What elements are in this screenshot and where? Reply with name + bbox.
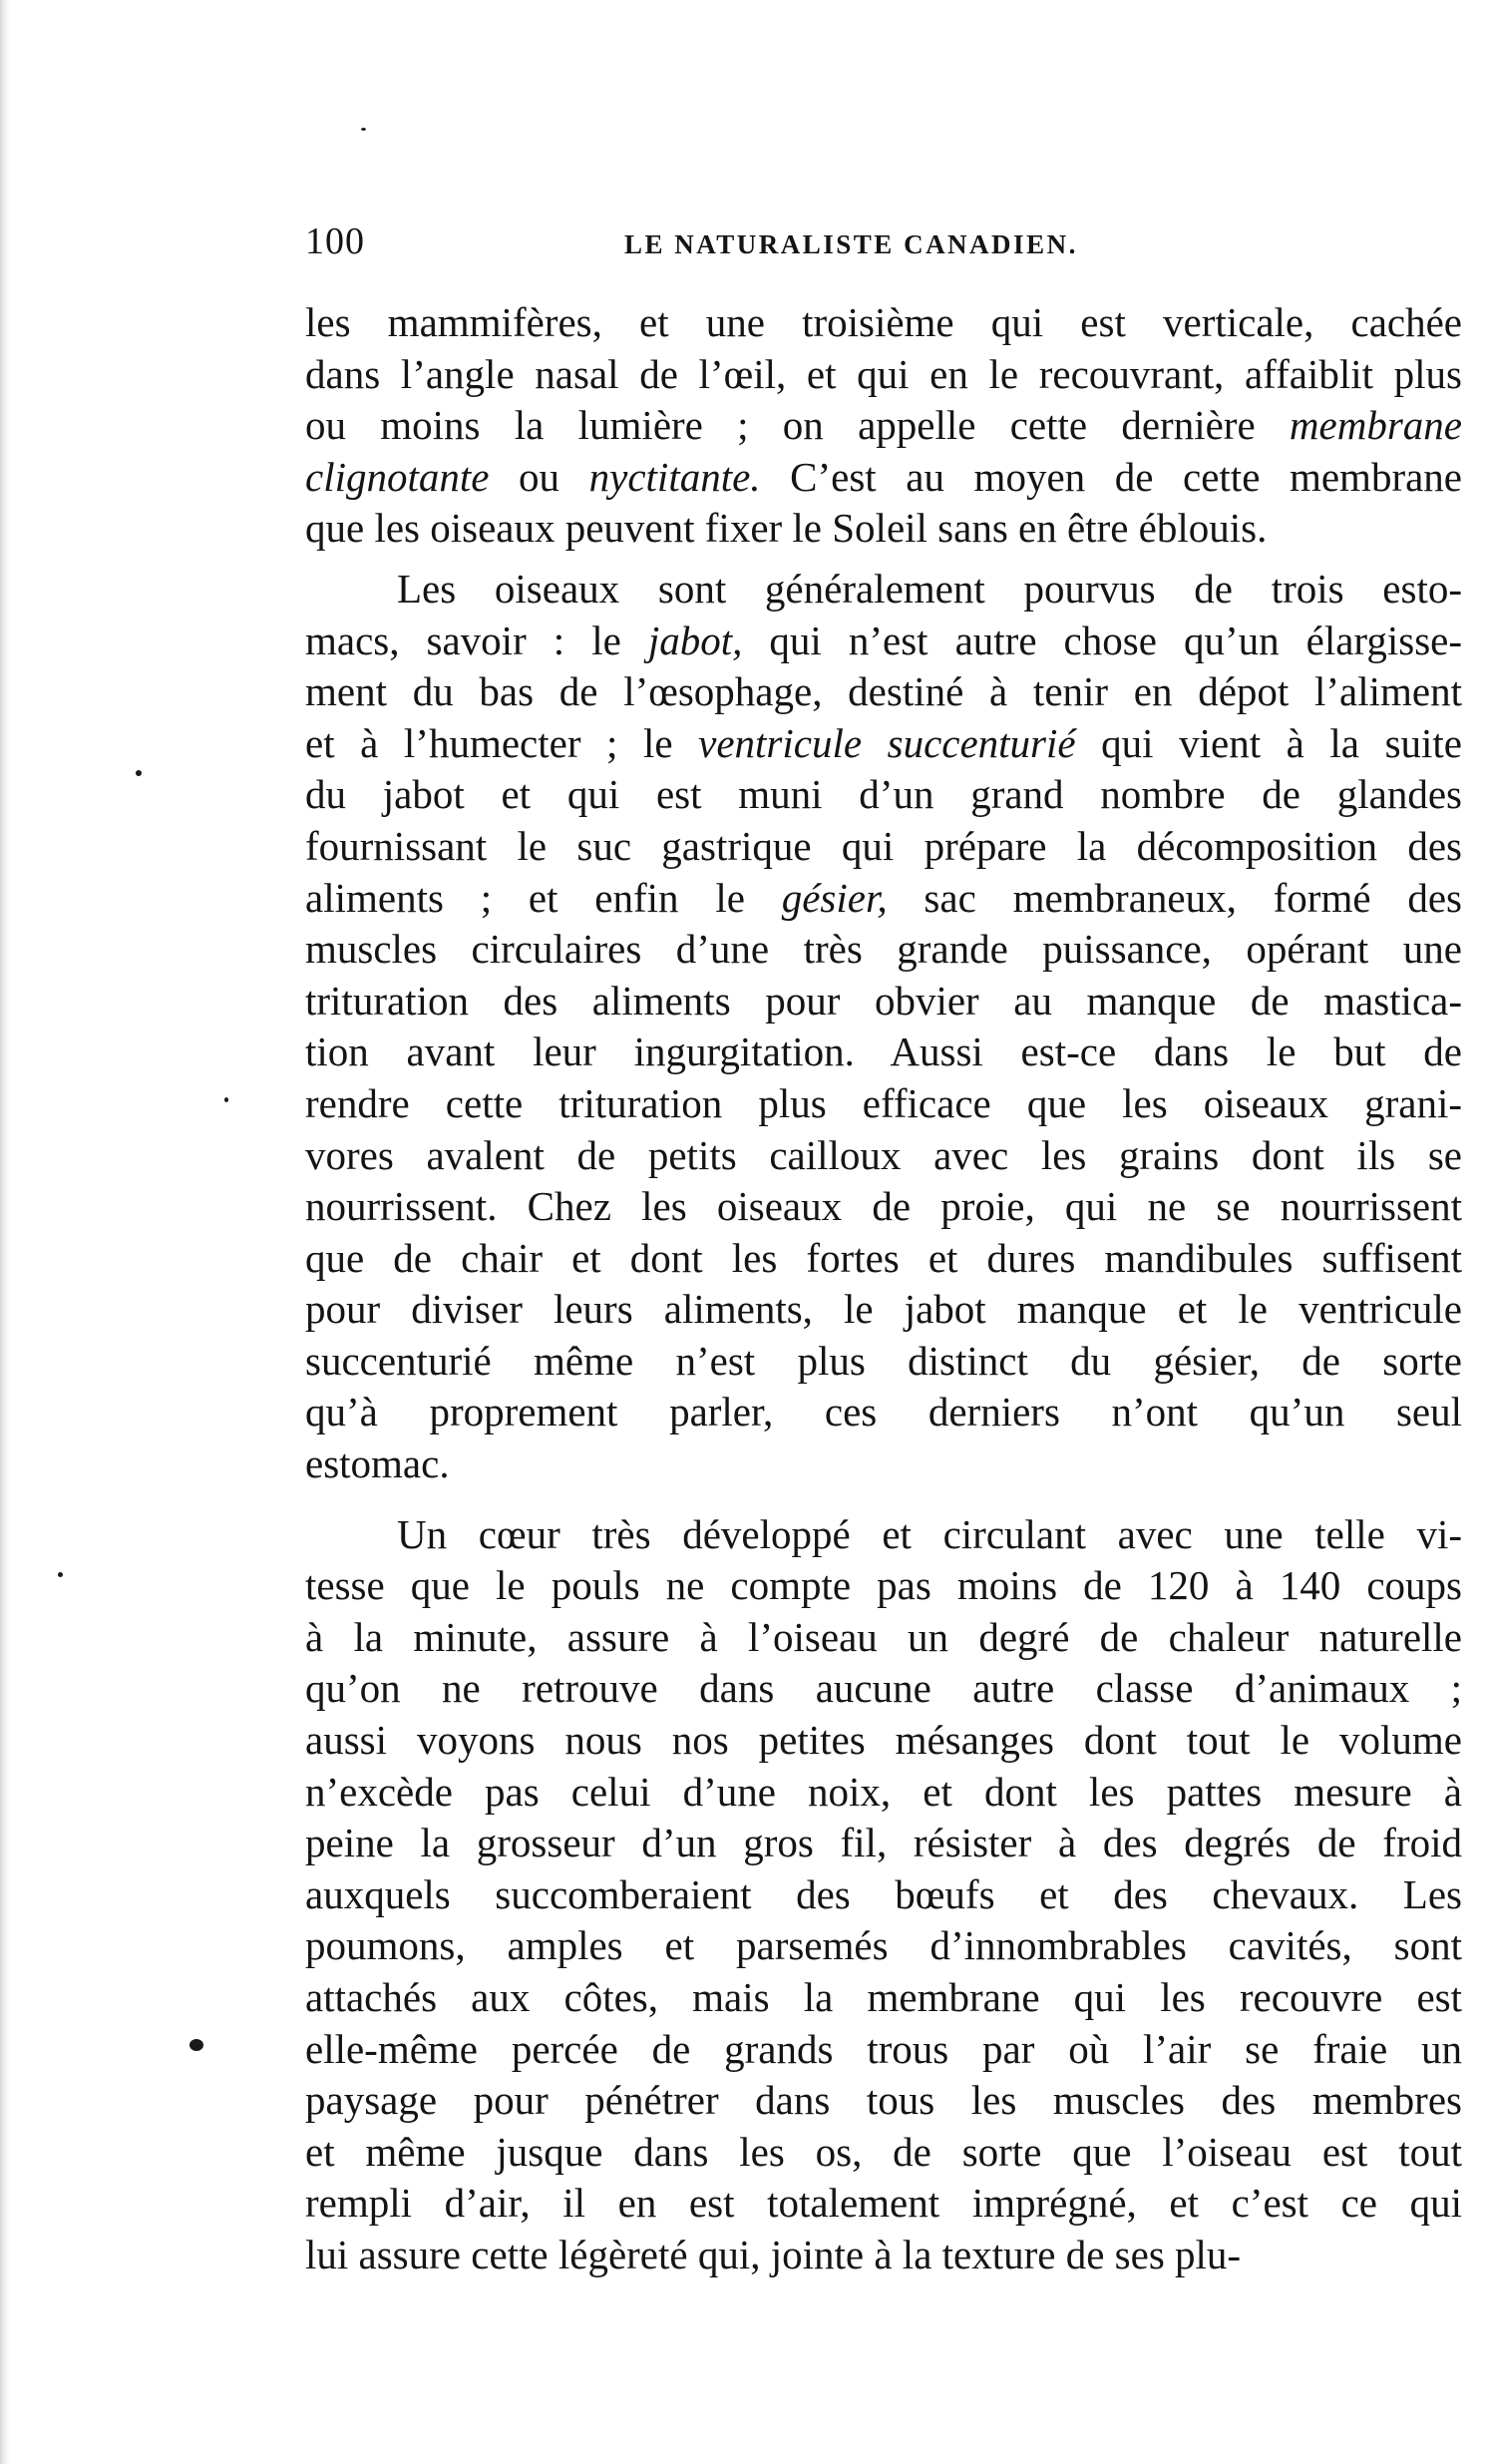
text-run: fournissant le suc gastrique qui prépare la décomposition des — [305, 822, 1462, 869]
running-head: LE NATURALISTE CANADIEN. — [624, 229, 1078, 259]
text-line — [305, 1233, 1462, 1285]
text-run: que de chair et dont les fortes et dures mandibules suffisent — [305, 1234, 1462, 1281]
text-run: à la minute, assure à l’oiseau un degré de chaleur naturelle — [305, 1613, 1462, 1660]
text-run: vores avalent de petits cailloux avec les grains dont ils se — [305, 1131, 1462, 1178]
text-run: poumons, amples et parsemés d’innombrables cavités, sont — [305, 1922, 1462, 1969]
text-run: pour diviser leurs aliments, le jabot manque et le ventricule — [305, 1286, 1462, 1333]
text-line — [305, 1078, 1462, 1130]
italic-term: gésier, — [781, 874, 888, 921]
text-line — [305, 1336, 1462, 1388]
italic-term: jabot, — [647, 616, 743, 663]
text-run: Un cœur très développé et circulant avec une telle vi- — [397, 1510, 1462, 1557]
ink-speck — [58, 1572, 63, 1577]
text-line — [305, 1560, 1462, 1612]
text-run: estomac. — [305, 1440, 450, 1487]
scan-edge-shadow — [0, 0, 10, 2464]
text-line — [305, 1818, 1462, 1869]
text-run: qu’à proprement parler, ces derniers n’ont qu’un seul — [305, 1389, 1462, 1436]
paragraph — [305, 564, 1462, 1490]
page-header — [305, 219, 1462, 269]
text-run: et même jusque dans les os, de sorte que l’oiseau est tout — [305, 2128, 1462, 2175]
text-run: tion avant leur ingurgitation. Aussi est-ce dans le but de — [305, 1028, 1462, 1075]
text-run: et à l’humecter ; le — [305, 719, 699, 766]
text-run: sac membraneux, formé des — [887, 874, 1462, 921]
text-line — [305, 1387, 1462, 1438]
text-line — [305, 666, 1462, 718]
text-run: trituration des aliments pour obvier au manque de mastica- — [305, 977, 1462, 1024]
text-run: auxquels succomberaient des bœufs et des chevaux. Les — [305, 1870, 1462, 1917]
text-line — [305, 821, 1462, 873]
italic-term: clignotante — [305, 453, 490, 500]
text-line — [305, 2024, 1462, 2076]
text-line — [305, 1869, 1462, 1921]
text-run: C’est au moyen de cette membrane — [760, 453, 1462, 500]
text-run: qu’on ne retrouve dans aucune autre classe d’animaux ; — [305, 1665, 1462, 1712]
italic-term: membrane — [1289, 402, 1462, 449]
text-line — [305, 452, 1462, 504]
text-run: macs, savoir : le — [305, 616, 648, 663]
text-run: nourrissent. Chez les oiseaux de proie, qui ne se nourrissent — [305, 1183, 1462, 1230]
text-line — [305, 1438, 1462, 1490]
text-run: muscles circulaires d’une très grande puissance, opérant une — [305, 926, 1462, 973]
text-line — [305, 1920, 1462, 1972]
text-run: Les oiseaux sont généralement pourvus de trois esto- — [397, 565, 1462, 612]
text-run: n’excède pas celui d’une noix, et dont les pattes mesure à — [305, 1768, 1462, 1815]
text-run: succenturié même n’est plus distinct du gésier, de sorte — [305, 1337, 1462, 1384]
ink-speck — [361, 128, 366, 131]
text-run: elle-même percée de grands trous par où l’air se fraie un — [305, 2025, 1462, 2072]
text-run: paysage pour pénétrer dans tous les muscles des membres — [305, 2077, 1462, 2124]
text-run: ou moins la lumière ; on appelle cette dernière — [305, 402, 1290, 449]
text-line — [305, 1715, 1462, 1767]
body-text — [305, 297, 1462, 2281]
text-line — [305, 564, 1462, 616]
text-line — [305, 2075, 1462, 2127]
text-run: ou — [489, 453, 589, 500]
text-line — [305, 873, 1462, 925]
text-line — [305, 1130, 1462, 1182]
text-line — [305, 616, 1462, 667]
text-line — [305, 1284, 1462, 1336]
text-line — [305, 297, 1462, 349]
text-run: aliments ; et enfin le — [305, 874, 782, 921]
text-line — [305, 2178, 1462, 2230]
text-line — [305, 1972, 1462, 2024]
ink-speck — [224, 1097, 228, 1102]
text-run: du jabot et qui est muni d’un grand nombre de glandes — [305, 771, 1462, 818]
text-line — [305, 924, 1462, 976]
text-run: qui n’est autre chose qu’un élargisse- — [742, 616, 1462, 663]
ink-speck — [136, 770, 142, 776]
italic-term: ventricule succenturié — [698, 719, 1076, 766]
text-run: les mammifères, et une troisième qui est verticale, cachée — [305, 299, 1462, 345]
text-run: tesse que le pouls ne compte pas moins de 120 à 140 coups — [305, 1562, 1462, 1609]
text-line — [305, 1612, 1462, 1664]
paragraph — [305, 297, 1462, 555]
page-number: 100 — [305, 220, 365, 262]
text-line — [305, 1027, 1462, 1078]
text-run: que les oiseaux peuvent fixer le Soleil sans en être éblouis. — [305, 505, 1268, 552]
text-line — [305, 1767, 1462, 1819]
italic-term: nyctitante. — [588, 453, 761, 500]
text-run: aussi voyons nous nos petites mésanges dont tout le volume — [305, 1717, 1462, 1764]
text-run: attachés aux côtes, mais la membrane qui les recouvre est — [305, 1974, 1462, 2020]
text-run: peine la grosseur d’un gros fil, résister à des degrés de froid — [305, 1820, 1462, 1866]
text-line — [305, 976, 1462, 1027]
text-run: lui assure cette légèreté qui, jointe à la texture de ses plu- — [305, 2231, 1242, 2277]
text-line — [305, 2127, 1462, 2179]
text-line — [305, 1509, 1462, 1561]
text-line — [305, 1663, 1462, 1715]
text-run: qui vient à la suite — [1075, 719, 1463, 766]
text-run: dans l’angle nasal de l’œil, et qui en le recouvrant, affaiblit plus — [305, 350, 1462, 397]
text-line — [305, 400, 1462, 452]
text-line — [305, 769, 1462, 821]
text-line — [305, 1181, 1462, 1233]
paragraph — [305, 1509, 1462, 2281]
text-run: ment du bas de l’œsophage, destiné à tenir en dépot l’aliment — [305, 668, 1462, 715]
text-line — [305, 2230, 1462, 2281]
ink-speck — [189, 2039, 203, 2051]
text-run: rendre cette trituration plus efficace que les oiseaux grani- — [305, 1079, 1462, 1126]
text-line — [305, 503, 1462, 555]
text-line — [305, 349, 1462, 401]
text-run: rempli d’air, il en est totalement imprégné, et c’est ce qui — [305, 2180, 1462, 2227]
text-line — [305, 718, 1462, 770]
